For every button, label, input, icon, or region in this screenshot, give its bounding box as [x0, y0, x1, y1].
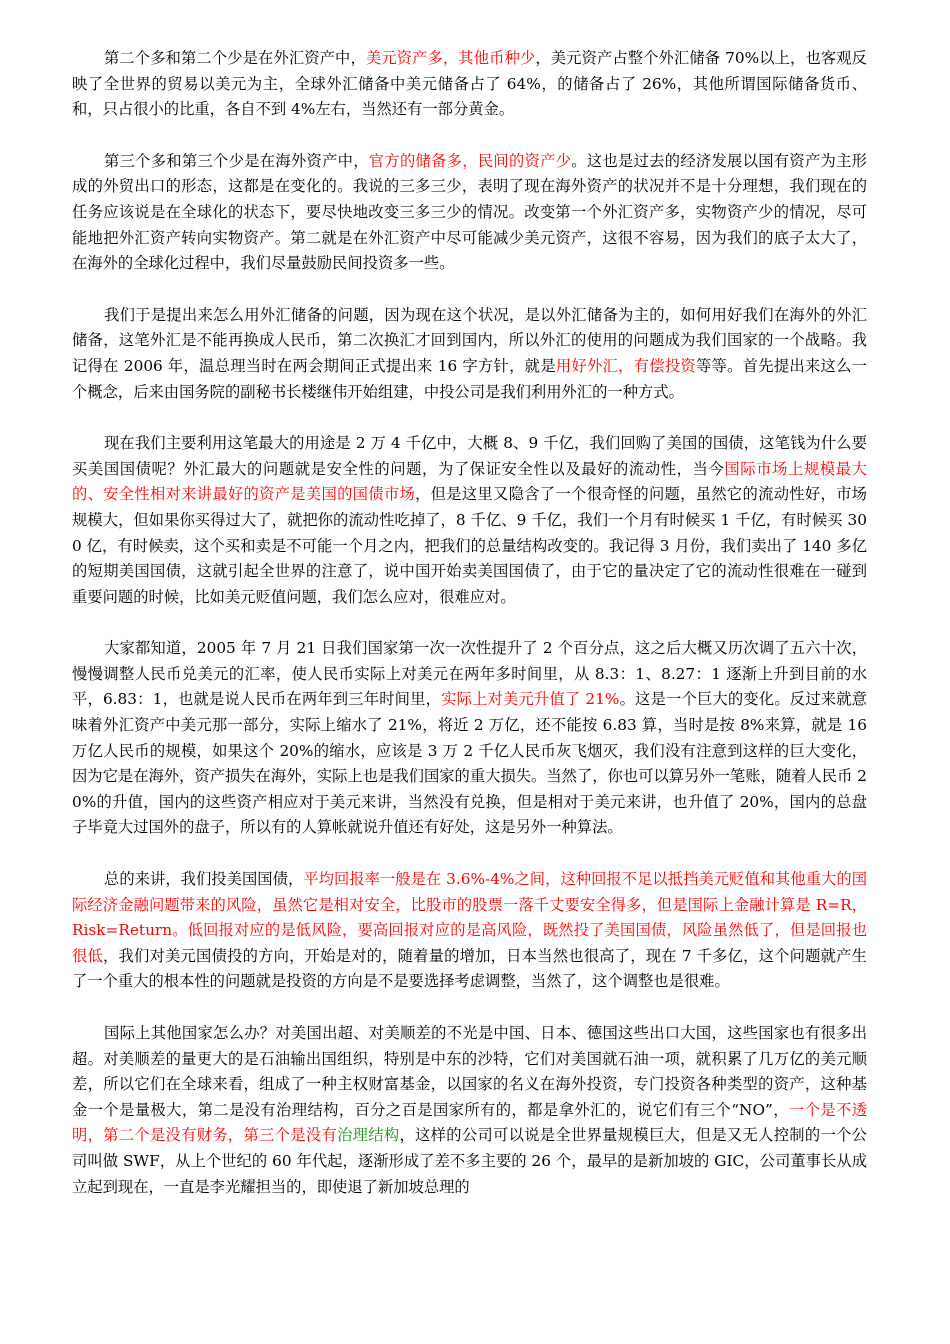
- paragraph-6: [72, 867, 867, 995]
- text-segment: 。这是一个巨大的变化。反过来就意味着外汇资产中美元那一部分，实际上缩水了 21%，将近 2 万亿，还不能按 6.83 算，当时是按 8%来算，就是 16 万亿人民币的规模，如果这个 20%的缩水，应该是 3 万 2 千亿人民币灰飞烟灭，我们没有注意到这样的巨大变化，因为它是在海外，资产损失在海外，实际上也是我们国家的重大损失。当然了，你也可以算另外一笔账，随着人民币 20%的升值，国内的这些资产相应对于美元来讲，当然没有兑换，但是相对于美元来讲，也升值了 20%，国内的总盘子毕竟大过国外的盘子，所以有的人算帐就说升值还有好处，这是另外一种算法。: [72, 690, 867, 837]
- text-segment: 等等。首先提出来这么一个概念，后来由国务院的副秘书长楼继伟开始组建，中投公司是我们利用外汇的一种方式。: [72, 356, 867, 401]
- text-segment: 现在我们主要利用这笔最大的用途是 2 万 4 千亿中，大概 8、9 千亿，我们回购了美国的国债，这笔钱为什么要买美国国债呢？外汇最大的问题就是安全性的问题，为了保证安全性以及最好的流动性，当今: [72, 434, 867, 478]
- text-segment: 总的来讲，我们投美国国债，: [104, 870, 304, 889]
- paragraph-5: [72, 636, 867, 841]
- text-segment: 第三个多和第三个少是在海外资产中，: [104, 151, 369, 170]
- paragraph-4: [72, 431, 867, 610]
- highlighted-text: 官方的储备多，民间的资产少: [368, 151, 572, 170]
- highlighted-text: 实际上对美元升值了 21%: [441, 690, 620, 709]
- highlighted-text: 平均回报率一般是在 3.6%-4%之间，这种回报不足以抵挡美元贬值和其他重大的国际经济金融问题带来的风险，虽然它是相对安全，比股市的股票一落千丈要安全得多，但是国际上金融计算是 R=R，Risk=Return。低回报对应的是低风险，要高回报对应的是高风险，既然投了美国国债，风险虽然低了，但是回报也很低: [72, 870, 867, 965]
- text-segment: ，这样的公司可以说是全世界量规模巨大，但是又无人控制的一个公司叫做 SWF，从上个世纪的 60 年代起，逐渐形成了差不多主要的 26 个，最早的是新加坡的 GIC，公司董事长从成立起到现在，一直是李光耀担当的，即使退了新加坡总理的: [72, 1126, 867, 1196]
- paragraph-7: [72, 1021, 867, 1200]
- highlighted-text: 国际市场上规模最大的、安全性相对来讲最好的资产是美国的国债市场: [72, 459, 867, 504]
- text-segment: ，但是这里又隐含了一个很奇怪的问题，虽然它的流动性好，市场规模大，但如果你买得过大了，就把你的流动性吃掉了，8 千亿、9 千亿，我们一个月有时候买 1 千亿，有时候买 300 亿，有时候卖，这个买和卖是不可能一个月之内，把我们的总量结构改变的。我记得 3 月份，我们卖出了 140 多亿的短期美国国债，这就引起全世界的注意了，说中国开始卖美国国债了，由于它的量决定了它的流动性很难在一碰到重要问题的时候，比如美元贬值问题，我们怎么应对，很难应对。: [72, 485, 867, 606]
- text-segment: 我们于是提出来怎么用外汇储备的问题，因为现在这个状况，是以外汇储备为主的，如何用好我们在海外的外汇储备，这笔外汇是不能再换成人民币，第二次换汇才回到国内，所以外汇的使用的问题成为我们国家的一个战略。我记得在 2006 年，温总理当时在两会期间正式提出来 16 字方针，就是: [72, 305, 867, 375]
- paragraph-2: [72, 149, 867, 277]
- paragraph-1: [72, 46, 867, 123]
- text-segment: 第二个多和第二个少是在外汇资产中，: [104, 49, 366, 67]
- paragraph-3: [72, 303, 867, 405]
- text-segment: 。这也是过去的经济发展以国有资产为主形成的外贸出口的形态，这都是在变化的。我说的三多三少，表明了现在海外资产的状况并不是十分理想，我们现在的任务应该说是在全球化的状态下，要尽快地改变三多三少的情况。改变第一个外汇资产多，实物资产少的情况，尽可能地把外汇资产转向实物资产。第二就是在外汇资产中尽可能减少美元资产，这很不容易，因为我们的底子太大了，在海外的全球化过程中，我们尽量鼓励民间投资多一些。: [72, 151, 867, 273]
- text-segment: ，我们对美元国债投的方向，开始是对的，随着量的增加，日本当然也很高了，现在 7 千多亿，这个问题就产生了一个重大的根本性的问题就是投资的方向是不是要选择考虑调整，当然了，这个调整也是很难。: [72, 946, 867, 991]
- highlighted-text: 一个是不透明，第二个是没有财务，第三个是没有: [72, 1100, 867, 1145]
- document-page: [72, 46, 867, 1226]
- text-segment: 大家都知道，2005 年 7 月 21 日我们国家第一次一次性提升了 2 个百分点，这之后大概又历次调了五六十次，慢慢调整人民币兑美元的汇率，使人民币实际上对美元在两年多时间里，从 8.3：1、8.27：1 逐渐上升到目前的水平，6.83：1，也就是说人民币在两年到三年时间里，: [72, 639, 867, 709]
- text-segment: ，美元资产占整个外汇储备 70%以上，也客观反映了全世界的贸易以美元为主，全球外汇储备中美元储备占了 64%，的储备占了 26%，其他所谓国际储备货币、和，只占很小的比重，各自不到 4%左右，当然还有一部分黄金。: [72, 49, 867, 119]
- highlighted-text: 美元资产多，其他币种少: [365, 49, 536, 67]
- highlighted-text: 用好外汇，有偿投资: [555, 356, 696, 375]
- text-segment: 国际上其他国家怎么办？对美国出超、对美顺差的不光是中国、日本、德国这些出口大国，这些国家也有很多出超。对美顺差的量更大的是石油输出国组织，特别是中东的沙特，它们对美国就石油一项，就积累了几万亿的美元顺差，所以它们在全球来看，组成了一种主权财富基金，以国家的名义在海外投资，专门投资各种类型的资产，这种基金一个是量极大，第二是没有治理结构，百分之百是国家所有的，都是拿外汇的，说它们有三个“NO”，: [72, 1024, 867, 1119]
- highlighted-text-green: 治理结构: [337, 1126, 400, 1145]
